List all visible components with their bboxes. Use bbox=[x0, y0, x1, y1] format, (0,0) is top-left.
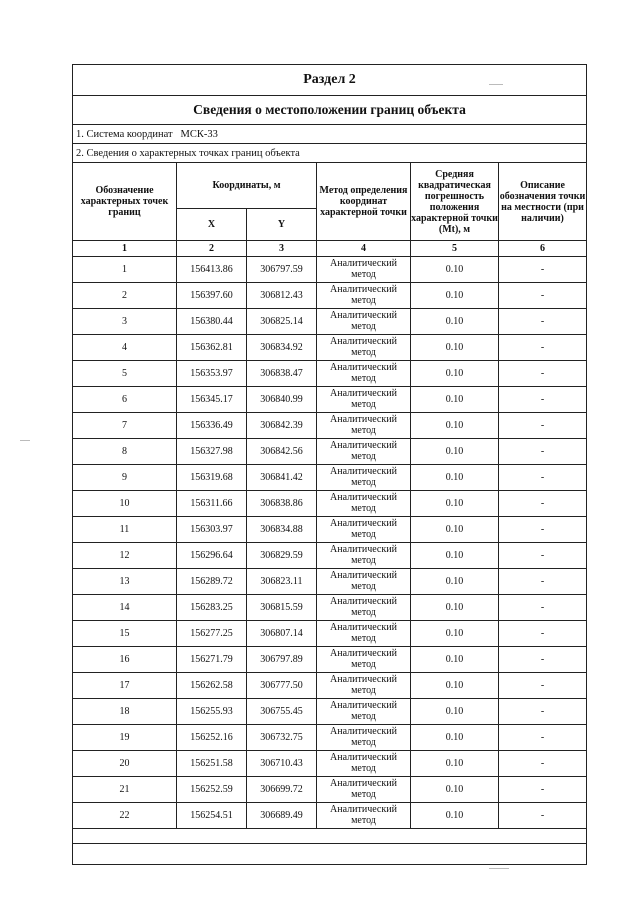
description-cell: - bbox=[499, 621, 587, 647]
method-cell: Аналитический метод bbox=[317, 569, 411, 595]
x-coordinate-cell: 156397.60 bbox=[177, 283, 247, 309]
table-row bbox=[73, 777, 587, 803]
method-cell: Аналитический метод bbox=[317, 335, 411, 361]
column-numbers-row bbox=[73, 241, 587, 257]
x-coordinate-cell: 156254.51 bbox=[177, 803, 247, 829]
x-coordinate-cell: 156336.49 bbox=[177, 413, 247, 439]
header-mean-square-error: Средняя квадратическая погрешность положения характерной точки (Mt), м bbox=[411, 163, 499, 241]
method-cell: Аналитический метод bbox=[317, 751, 411, 777]
y-coordinate-cell: 306755.45 bbox=[247, 699, 317, 725]
x-coordinate-cell: 156296.64 bbox=[177, 543, 247, 569]
coordinate-system-value: МСК-33 bbox=[180, 128, 218, 140]
x-coordinate-cell: 156413.86 bbox=[177, 257, 247, 283]
error-cell: 0.10 bbox=[411, 335, 499, 361]
method-cell: Аналитический метод bbox=[317, 647, 411, 673]
column-number: 4 bbox=[317, 241, 411, 257]
method-cell: Аналитический метод bbox=[317, 673, 411, 699]
method-cell: Аналитический метод bbox=[317, 543, 411, 569]
method-cell: Аналитический метод bbox=[317, 465, 411, 491]
error-cell: 0.10 bbox=[411, 647, 499, 673]
x-coordinate-cell: 156327.98 bbox=[177, 439, 247, 465]
error-cell: 0.10 bbox=[411, 621, 499, 647]
x-coordinate-cell: 156303.97 bbox=[177, 517, 247, 543]
point-id-cell: 15 bbox=[73, 621, 177, 647]
x-coordinate-cell: 156271.79 bbox=[177, 647, 247, 673]
y-coordinate-cell: 306834.92 bbox=[247, 335, 317, 361]
header-point-designation: Обозначение характерных точек границ bbox=[73, 163, 177, 241]
table-row bbox=[73, 491, 587, 517]
table-row bbox=[73, 543, 587, 569]
error-cell: 0.10 bbox=[411, 569, 499, 595]
point-id-cell: 20 bbox=[73, 751, 177, 777]
scan-mark bbox=[489, 868, 509, 869]
description-cell: - bbox=[499, 647, 587, 673]
y-coordinate-cell: 306840.99 bbox=[247, 387, 317, 413]
x-coordinate-cell: 156262.58 bbox=[177, 673, 247, 699]
error-cell: 0.10 bbox=[411, 725, 499, 751]
table-row bbox=[73, 699, 587, 725]
table-row bbox=[73, 335, 587, 361]
table-row bbox=[73, 257, 587, 283]
point-id-cell: 12 bbox=[73, 543, 177, 569]
column-number: 3 bbox=[247, 241, 317, 257]
x-coordinate-cell: 156353.97 bbox=[177, 361, 247, 387]
method-cell: Аналитический метод bbox=[317, 517, 411, 543]
error-cell: 0.10 bbox=[411, 777, 499, 803]
point-id-cell: 7 bbox=[73, 413, 177, 439]
y-coordinate-cell: 306689.49 bbox=[247, 803, 317, 829]
description-cell: - bbox=[499, 491, 587, 517]
table-row bbox=[73, 361, 587, 387]
point-id-cell: 2 bbox=[73, 283, 177, 309]
error-cell: 0.10 bbox=[411, 283, 499, 309]
point-id-cell: 5 bbox=[73, 361, 177, 387]
description-cell: - bbox=[499, 595, 587, 621]
empty-cell bbox=[73, 829, 587, 844]
y-coordinate-cell: 306842.56 bbox=[247, 439, 317, 465]
table-row bbox=[73, 439, 587, 465]
method-cell: Аналитический метод bbox=[317, 621, 411, 647]
method-cell: Аналитический метод bbox=[317, 413, 411, 439]
coordinate-system-line bbox=[73, 125, 587, 144]
point-id-cell: 17 bbox=[73, 673, 177, 699]
description-cell: - bbox=[499, 257, 587, 283]
method-cell: Аналитический метод bbox=[317, 803, 411, 829]
x-coordinate-cell: 156277.25 bbox=[177, 621, 247, 647]
error-cell: 0.10 bbox=[411, 439, 499, 465]
x-coordinate-cell: 156345.17 bbox=[177, 387, 247, 413]
description-cell: - bbox=[499, 725, 587, 751]
description-cell: - bbox=[499, 439, 587, 465]
point-id-cell: 4 bbox=[73, 335, 177, 361]
x-coordinate-cell: 156255.93 bbox=[177, 699, 247, 725]
description-cell: - bbox=[499, 699, 587, 725]
error-cell: 0.10 bbox=[411, 673, 499, 699]
x-coordinate-cell: 156289.72 bbox=[177, 569, 247, 595]
point-id-cell: 1 bbox=[73, 257, 177, 283]
method-cell: Аналитический метод bbox=[317, 725, 411, 751]
y-coordinate-cell: 306841.42 bbox=[247, 465, 317, 491]
y-coordinate-cell: 306825.14 bbox=[247, 309, 317, 335]
description-cell: - bbox=[499, 361, 587, 387]
point-id-cell: 6 bbox=[73, 387, 177, 413]
y-coordinate-cell: 306815.59 bbox=[247, 595, 317, 621]
x-coordinate-cell: 156311.66 bbox=[177, 491, 247, 517]
method-cell: Аналитический метод bbox=[317, 257, 411, 283]
y-coordinate-cell: 306829.59 bbox=[247, 543, 317, 569]
column-number: 2 bbox=[177, 241, 247, 257]
x-coordinate-cell: 156283.25 bbox=[177, 595, 247, 621]
x-coordinate-cell: 156251.58 bbox=[177, 751, 247, 777]
x-coordinate-cell: 156319.68 bbox=[177, 465, 247, 491]
point-id-cell: 8 bbox=[73, 439, 177, 465]
section-subtitle: Сведения о местоположении границ объекта bbox=[73, 96, 587, 125]
method-cell: Аналитический метод bbox=[317, 309, 411, 335]
point-id-cell: 11 bbox=[73, 517, 177, 543]
y-coordinate-cell: 306838.86 bbox=[247, 491, 317, 517]
point-id-cell: 9 bbox=[73, 465, 177, 491]
point-id-cell: 14 bbox=[73, 595, 177, 621]
error-cell: 0.10 bbox=[411, 361, 499, 387]
method-cell: Аналитический метод bbox=[317, 387, 411, 413]
section-2-document bbox=[72, 64, 586, 865]
x-coordinate-cell: 156252.16 bbox=[177, 725, 247, 751]
table-row bbox=[73, 725, 587, 751]
y-coordinate-cell: 306838.47 bbox=[247, 361, 317, 387]
x-coordinate-cell: 156380.44 bbox=[177, 309, 247, 335]
point-id-cell: 22 bbox=[73, 803, 177, 829]
table-row bbox=[73, 751, 587, 777]
method-cell: Аналитический метод bbox=[317, 283, 411, 309]
description-cell: - bbox=[499, 465, 587, 491]
y-coordinate-cell: 306710.43 bbox=[247, 751, 317, 777]
table-row bbox=[73, 803, 587, 829]
x-coordinate-cell: 156252.59 bbox=[177, 777, 247, 803]
description-cell: - bbox=[499, 413, 587, 439]
y-coordinate-cell: 306699.72 bbox=[247, 777, 317, 803]
method-cell: Аналитический метод bbox=[317, 491, 411, 517]
table-row bbox=[73, 569, 587, 595]
description-cell: - bbox=[499, 751, 587, 777]
error-cell: 0.10 bbox=[411, 309, 499, 335]
description-cell: - bbox=[499, 387, 587, 413]
description-cell: - bbox=[499, 517, 587, 543]
method-cell: Аналитический метод bbox=[317, 777, 411, 803]
y-coordinate-cell: 306807.14 bbox=[247, 621, 317, 647]
point-id-cell: 19 bbox=[73, 725, 177, 751]
description-cell: - bbox=[499, 543, 587, 569]
table-row bbox=[73, 283, 587, 309]
description-cell: - bbox=[499, 309, 587, 335]
header-point-description: Описание обозначения точки на местности (при наличии) bbox=[499, 163, 587, 241]
description-cell: - bbox=[499, 335, 587, 361]
table-row bbox=[73, 413, 587, 439]
table-row bbox=[73, 517, 587, 543]
y-coordinate-cell: 306777.50 bbox=[247, 673, 317, 699]
description-cell: - bbox=[499, 283, 587, 309]
column-number: 6 bbox=[499, 241, 587, 257]
scan-mark bbox=[489, 84, 503, 85]
error-cell: 0.10 bbox=[411, 595, 499, 621]
column-number: 5 bbox=[411, 241, 499, 257]
error-cell: 0.10 bbox=[411, 491, 499, 517]
error-cell: 0.10 bbox=[411, 257, 499, 283]
description-cell: - bbox=[499, 803, 587, 829]
coordinate-system-label: 1. Система координат bbox=[76, 128, 173, 140]
column-number: 1 bbox=[73, 241, 177, 257]
error-cell: 0.10 bbox=[411, 387, 499, 413]
error-cell: 0.10 bbox=[411, 517, 499, 543]
point-id-cell: 13 bbox=[73, 569, 177, 595]
y-coordinate-cell: 306823.11 bbox=[247, 569, 317, 595]
scan-mark bbox=[20, 440, 30, 441]
y-coordinate-cell: 306812.43 bbox=[247, 283, 317, 309]
header-x: X bbox=[177, 209, 247, 241]
x-coordinate-cell: 156362.81 bbox=[177, 335, 247, 361]
empty-table-row bbox=[73, 829, 587, 844]
table-row bbox=[73, 309, 587, 335]
y-coordinate-cell: 306732.75 bbox=[247, 725, 317, 751]
error-cell: 0.10 bbox=[411, 751, 499, 777]
description-cell: - bbox=[499, 777, 587, 803]
header-method: Метод определения координат характерной точки bbox=[317, 163, 411, 241]
method-cell: Аналитический метод bbox=[317, 595, 411, 621]
point-id-cell: 3 bbox=[73, 309, 177, 335]
error-cell: 0.10 bbox=[411, 699, 499, 725]
error-cell: 0.10 bbox=[411, 413, 499, 439]
points-heading: 2. Сведения о характерных точках границ объекта bbox=[73, 144, 587, 163]
point-id-cell: 21 bbox=[73, 777, 177, 803]
point-id-cell: 18 bbox=[73, 699, 177, 725]
description-cell: - bbox=[499, 673, 587, 699]
table-row bbox=[73, 647, 587, 673]
empty-table-row bbox=[73, 844, 587, 865]
point-id-cell: 10 bbox=[73, 491, 177, 517]
empty-cell bbox=[73, 844, 587, 865]
method-cell: Аналитический метод bbox=[317, 699, 411, 725]
table-row bbox=[73, 387, 587, 413]
section-title: Раздел 2 bbox=[73, 65, 587, 96]
y-coordinate-cell: 306797.89 bbox=[247, 647, 317, 673]
error-cell: 0.10 bbox=[411, 465, 499, 491]
method-cell: Аналитический метод bbox=[317, 439, 411, 465]
description-cell: - bbox=[499, 569, 587, 595]
boundary-points-table bbox=[72, 64, 587, 865]
header-y: Y bbox=[247, 209, 317, 241]
point-id-cell: 16 bbox=[73, 647, 177, 673]
table-row bbox=[73, 465, 587, 491]
table-row bbox=[73, 621, 587, 647]
y-coordinate-cell: 306834.88 bbox=[247, 517, 317, 543]
table-row bbox=[73, 595, 587, 621]
table-row bbox=[73, 673, 587, 699]
method-cell: Аналитический метод bbox=[317, 361, 411, 387]
error-cell: 0.10 bbox=[411, 543, 499, 569]
y-coordinate-cell: 306797.59 bbox=[247, 257, 317, 283]
error-cell: 0.10 bbox=[411, 803, 499, 829]
y-coordinate-cell: 306842.39 bbox=[247, 413, 317, 439]
header-coordinates: Координаты, м bbox=[177, 163, 317, 209]
